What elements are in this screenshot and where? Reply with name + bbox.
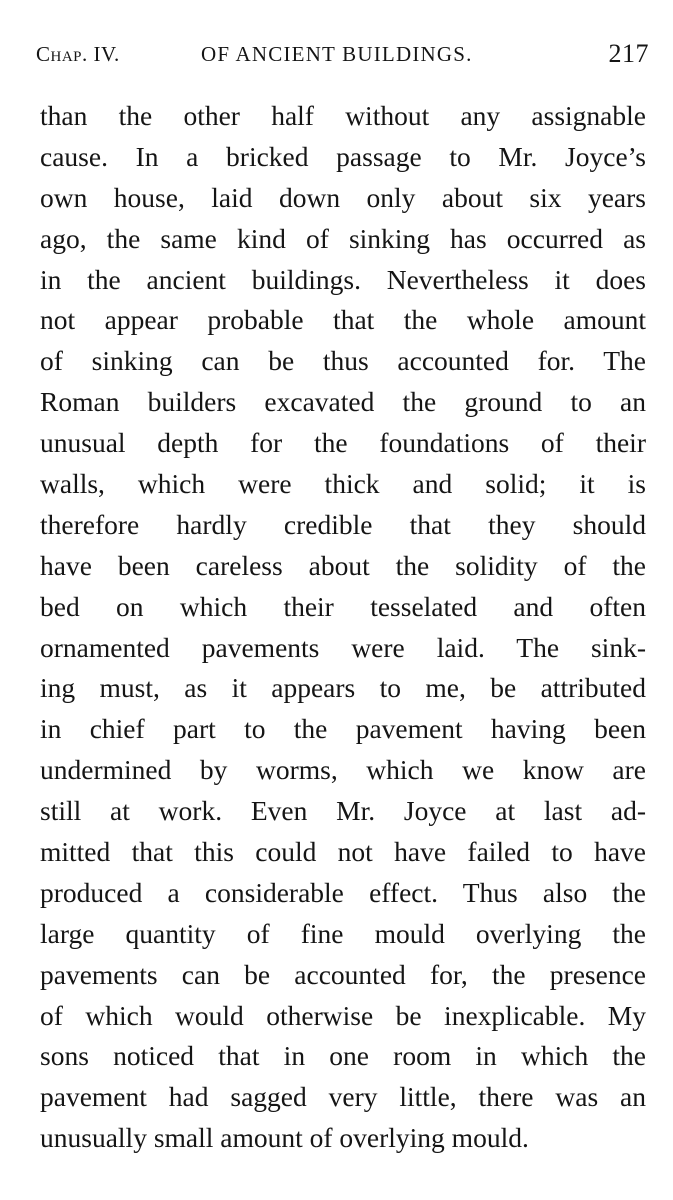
text-line: cause. In a bricked passage to Mr. Joyce’s	[40, 140, 646, 172]
body-text	[40, 96, 646, 1159]
text-line: large quantity of fine mould overlying the	[40, 917, 646, 949]
text-line: in chief part to the pavement having been	[40, 713, 646, 745]
text-line: mitted that this could not have failed to have	[40, 836, 646, 868]
text-line: undermined by worms, which we know are	[40, 754, 646, 786]
text-line: not appear probable that the whole amount	[40, 304, 646, 336]
text-line: pavements can be accounted for, the presence	[40, 958, 646, 990]
text-line: sons noticed that in one room in which the	[40, 1040, 646, 1072]
text-line: walls, which were thick and solid; it is	[40, 468, 646, 500]
page-number: 217	[608, 39, 649, 68]
text-line: ing must, as it appears to me, be attributed	[40, 672, 646, 704]
text-line: bed on which their tesselated and often	[40, 590, 646, 622]
text-line: ago, the same kind of sinking has occurred as	[40, 222, 646, 254]
running-head	[36, 38, 649, 70]
text-line: unusually small amount of overlying mould.	[40, 1122, 529, 1154]
text-line: pavement had sagged very little, there was an	[40, 1081, 646, 1113]
text-line: have been careless about the solidity of the	[40, 549, 646, 581]
text-line: than the other half without any assignable	[40, 100, 646, 131]
text-line: Roman builders excavated the ground to an	[40, 386, 646, 418]
text-line: of sinking can be thus accounted for. The	[40, 345, 646, 377]
text-line: own house, laid down only about six years	[40, 181, 646, 213]
text-line: therefore hardly credible that they should	[40, 508, 646, 540]
text-line: ornamented pavements were laid. The sink-	[40, 631, 646, 663]
text-line: in the ancient buildings. Nevertheless it does	[40, 263, 646, 295]
text-line: still at work. Even Mr. Joyce at last ad-	[40, 795, 646, 827]
text-line: produced a considerable effect. Thus also the	[40, 876, 646, 908]
text-line: unusual depth for the foundations of their	[40, 427, 646, 459]
text-line: of which would otherwise be inexplicable. My	[40, 999, 646, 1031]
chapter-label: Chap. IV.	[36, 42, 120, 66]
running-title: OF ANCIENT BUILDINGS.	[201, 42, 473, 66]
